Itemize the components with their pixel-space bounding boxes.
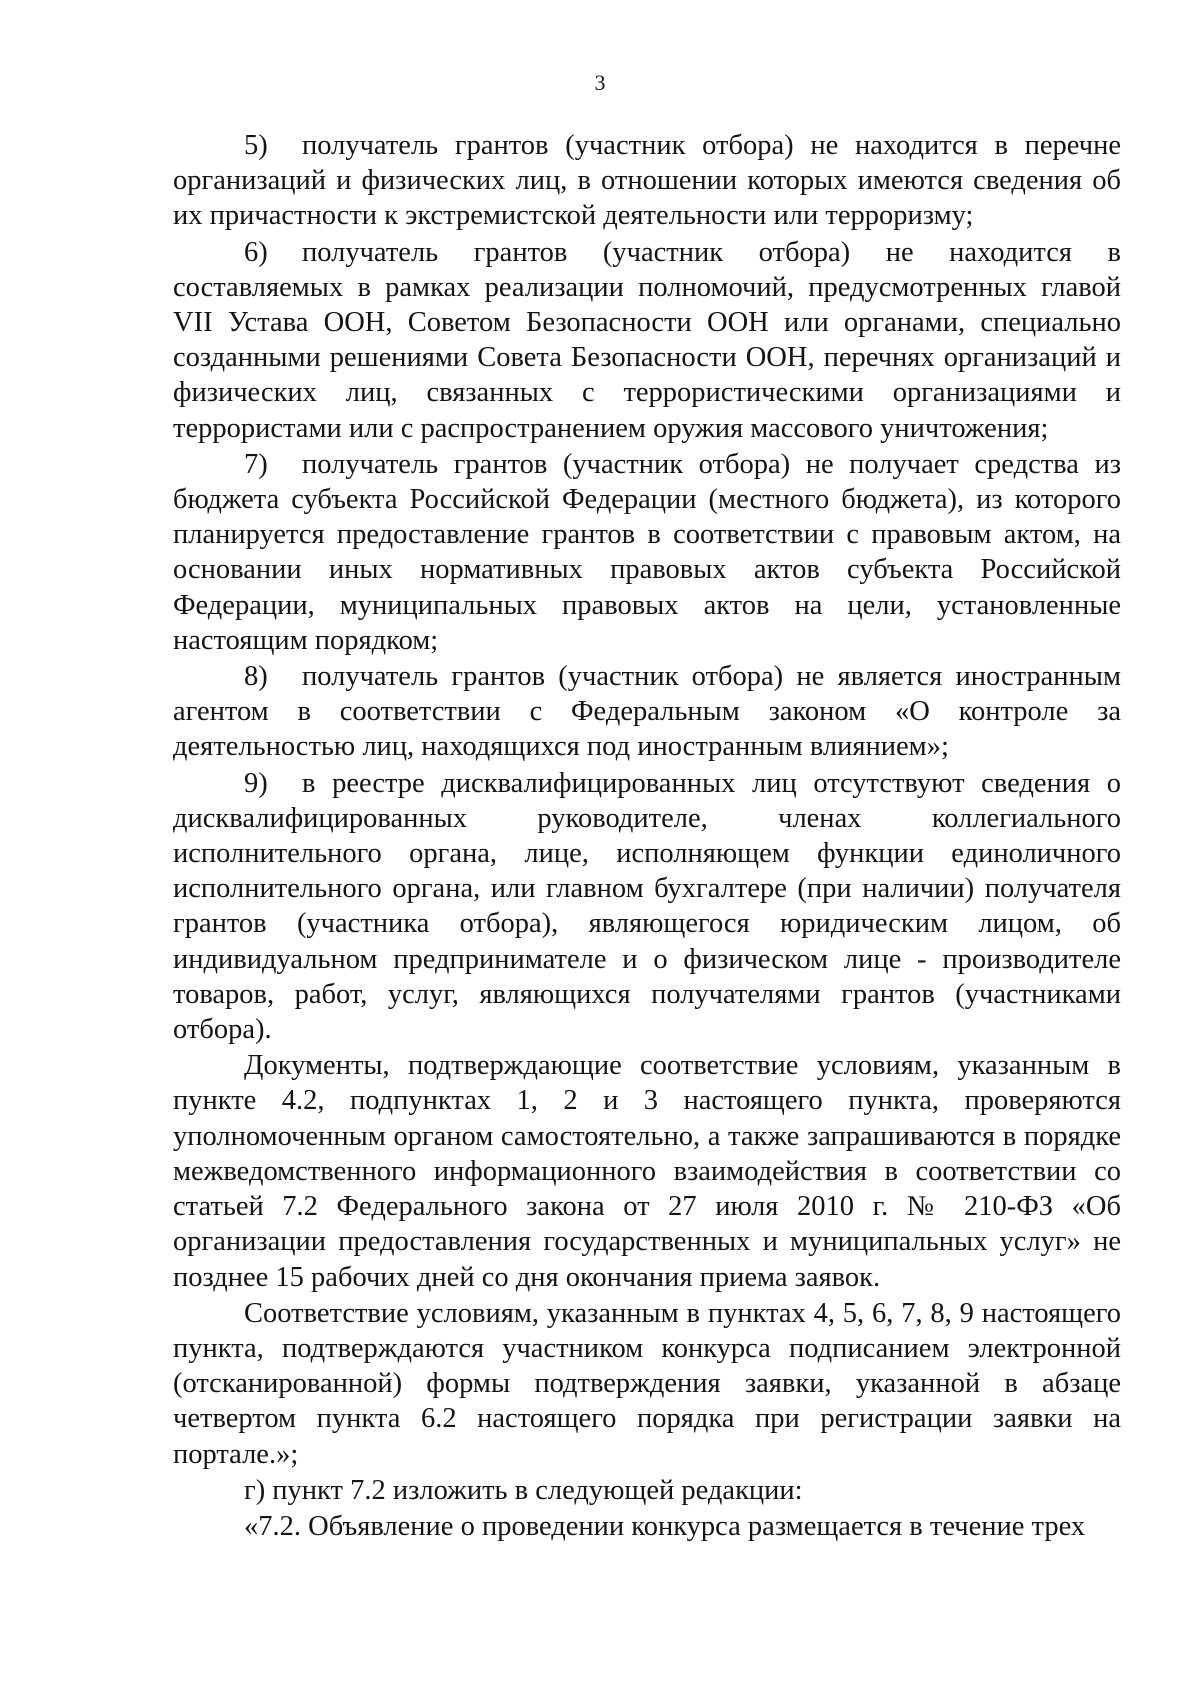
paragraph-amendment-g: г) пункт 7.2 изложить в следующей редакции:: [244, 1474, 803, 1506]
paragraph-item-6: [173, 235, 1121, 446]
paragraph-text: получатель грантов (участник отбора) не является иностранным агентом в соответствии с Федеральным законом «О контроле за деятельностью лиц, находящихся под иностранным влиянием»;: [173, 661, 1121, 763]
paragraph-item-8: [173, 659, 1121, 765]
paragraph-text: в реестре дисквалифицированных лиц отсутствуют сведения о дисквалифицированных руководителе, членах коллегиального исполнительного органа, лице, исполняющем функции единоличного исполнительного органа, или главном бухгалтере (при наличии) получателя грантов (участника отбора), являющегося юридическим лицом, об индивидуальном предпринимателе и о физическом лице - производителе товаров, работ, услуг, являющихся получателями грантов (участниками отбора).: [173, 767, 1121, 1046]
item-number: 9): [244, 767, 268, 799]
paragraph-conditions: Соответствие условиям, указанным в пунктах 4, 5, 6, 7, 8, 9 настоящего пункта, подтверждаются участником конкурса подписанием электронной (отсканированной) формы подтверждения заявки, указанной в абзаце четвертом пункта 6.2 настоящего порядка при регистрации заявки на портале.»;: [173, 1297, 1121, 1470]
paragraph-text: получатель грантов (участник отбора) не находится в составляемых в рамках реализации полномочий, предусмотренных главой VII Устава ООН, Советом Безопасности ООН или органами, специально созданными решениями Совета Безопасности ООН, перечнях организаций и физических лиц, связанных с террористическими организациями и террористами или с распространением оружия массового уничтожения;: [173, 236, 1121, 444]
page-number: 3: [594, 70, 606, 95]
paragraph-item-5: [173, 128, 1121, 234]
paragraph-documents: Документы, подтверждающие соответствие условиям, указанным в пункте 4.2, подпунктах 1, 2 и 3 настоящего пункта, проверяются уполномоченным органом самостоятельно, а также запрашиваются в порядке межведомственного информационного взаимодействия в соответствии со статьей 7.2 Федерального закона от 27 июля 2010 г. № 210-ФЗ «Об организации предоставления государственных и муниципальных услуг» не позднее 15 рабочих дней со дня окончания приема заявок.: [173, 1050, 1121, 1293]
paragraph-text: получатель грантов (участник отбора) не находится в перечне организаций и физических лиц, в отношении которых имеются сведения об их причастности к экстремистской деятельности или терроризму;: [173, 130, 1121, 232]
item-number: 7): [244, 448, 268, 480]
item-number: 6): [244, 236, 268, 268]
paragraph-clause-7-2: «7.2. Объявление о проведении конкурса размещается в течение трех: [244, 1510, 1086, 1542]
paragraph-item-9: [173, 766, 1121, 1048]
document-body: [173, 128, 1121, 1544]
paragraph-text: получатель грантов (участник отбора) не получает средства из бюджета субъекта Российской Федерации (местного бюджета), из которого планируется предоставление грантов в соответствии с правовым актом, на основании иных нормативных правовых актов субъекта Российской Федерации, муниципальных правовых актов на цели, установленные настоящим порядком;: [173, 448, 1121, 656]
item-number: 5): [244, 130, 268, 161]
item-number: 8): [244, 661, 268, 693]
paragraph-item-7: [173, 447, 1121, 658]
